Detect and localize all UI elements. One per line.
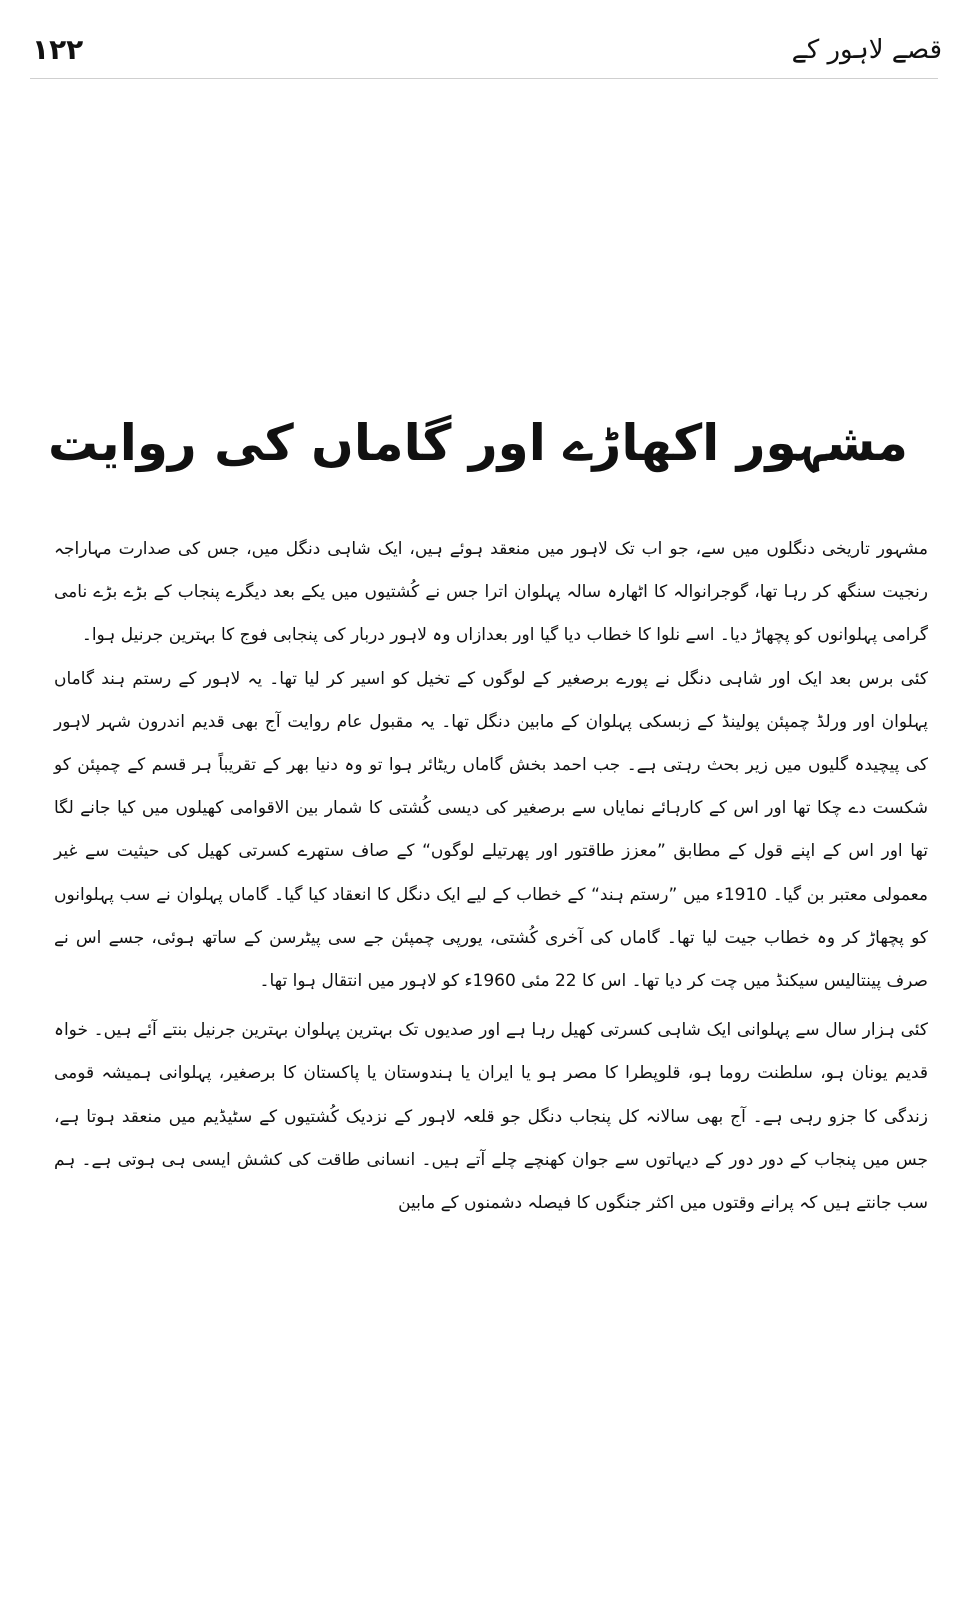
header-divider	[30, 78, 938, 79]
paragraph-1: مشہور تاریخی دنگلوں میں سے، جو اب تک لاہور میں منعقد ہوئے ہیں، ایک شاہی دنگل میں، جس کی صدارت مہاراجہ رنجیت سنگھ کر رہا تھا، گوجرانوالہ کا اٹھارہ سالہ پہلوان اترا جس نے کُشتیوں میں یکے بعد دیگرے پنجاب کے بڑے بڑے نامی گرامی پہلوانوں کو پچھاڑ دیا۔ اسے نلوا کا خطاب دیا گیا اور بعدازاں وہ لاہور دربار کی پنجابی فوج کا بہترین جرنیل ہوا۔	[54, 539, 928, 646]
running-header-title: قصے لاہور کے	[791, 35, 942, 65]
paragraph-2: کئی برس بعد ایک اور شاہی دنگل نے پورے برصغیر کے لوگوں کے تخیل کو اسیر کر لیا تھا۔ یہ لاہور کے رستم ہند گاماں پہلوان اور ورلڈ چمپئن پولینڈ کے زبسکی پہلوان کے مابین دنگل تھا۔ یہ مقبول عام روایت آج بھی قدیم اندرون شہر لاہور کی پیچیدہ گلیوں میں زیر بحث رہتی ہے۔ جب احمد بخش گاماں ریٹائر ہوا تو وہ دنیا بھر کے تقریباً ہر قسم کے چمپئن کو شکست دے چکا تھا اور اس کے کارہائے نمایاں سے برصغیر کی دیسی کُشتی کا شمار بین الاقوامی کھیلوں میں کیا جانے لگا تھا اور اس کے اپنے قول کے مطابق ”معزز طاقتور اور پھرتیلے لوگوں“ کے صاف ستھرے کسرتی کھیل کی حیثیت سے غیر معمولی معتبر بن گیا۔ 1910ء میں ”رستم ہند“ کے خطاب کے لیے ایک دنگل کا انعقاد کیا گیا۔ گاماں پہلوان نے سب پہلوانوں کو پچھاڑ کر وہ خطاب جیت لیا تھا۔ گاماں کی آخری کُشتی، یورپی چمپئن جے سی پیٹرسن کے ساتھ ہوئی، جسے اس نے صرف پینتالیس سیکنڈ میں چت کر دیا تھا۔ اس کا 22 مئی 1960ء کو لاہور میں انتقال ہوا تھا۔	[54, 668, 928, 992]
body-text	[54, 528, 928, 1225]
page-number: ۱۲۲	[32, 33, 84, 66]
chapter-title: مشہور اکھاڑے اور گاماں کی روایت	[47, 414, 908, 472]
paragraph-3: کئی ہزار سال سے پہلوانی ایک شاہی کسرتی کھیل رہا ہے اور صدیوں تک بہترین پہلوان بہترین جرنیل بنتے آئے ہیں۔ خواہ قدیم یونان ہو، سلطنت روما ہو، قلوپطرا کا مصر ہو یا ایران یا ہندوستان یا پاکستان کا برصغیر، پہلوانی ہمیشہ قومی زندگی کا جزو رہی ہے۔ آج بھی سالانہ کل پنجاب دنگل جو قلعہ لاہور کے نزدیک کُشتیوں کے سٹیڈیم میں منعقد ہوتا ہے، جس میں پنجاب کے دور دور کے دیہاتوں سے جوان کھنچے چلے آتے ہیں۔ انسانی طاقت کی کشش ایسی ہی ہوتی ہے۔ ہم سب جانتے ہیں کہ پرانے وقتوں میں اکثر جنگوں کا فیصلہ دشمنوں کے مابین	[54, 1020, 928, 1214]
